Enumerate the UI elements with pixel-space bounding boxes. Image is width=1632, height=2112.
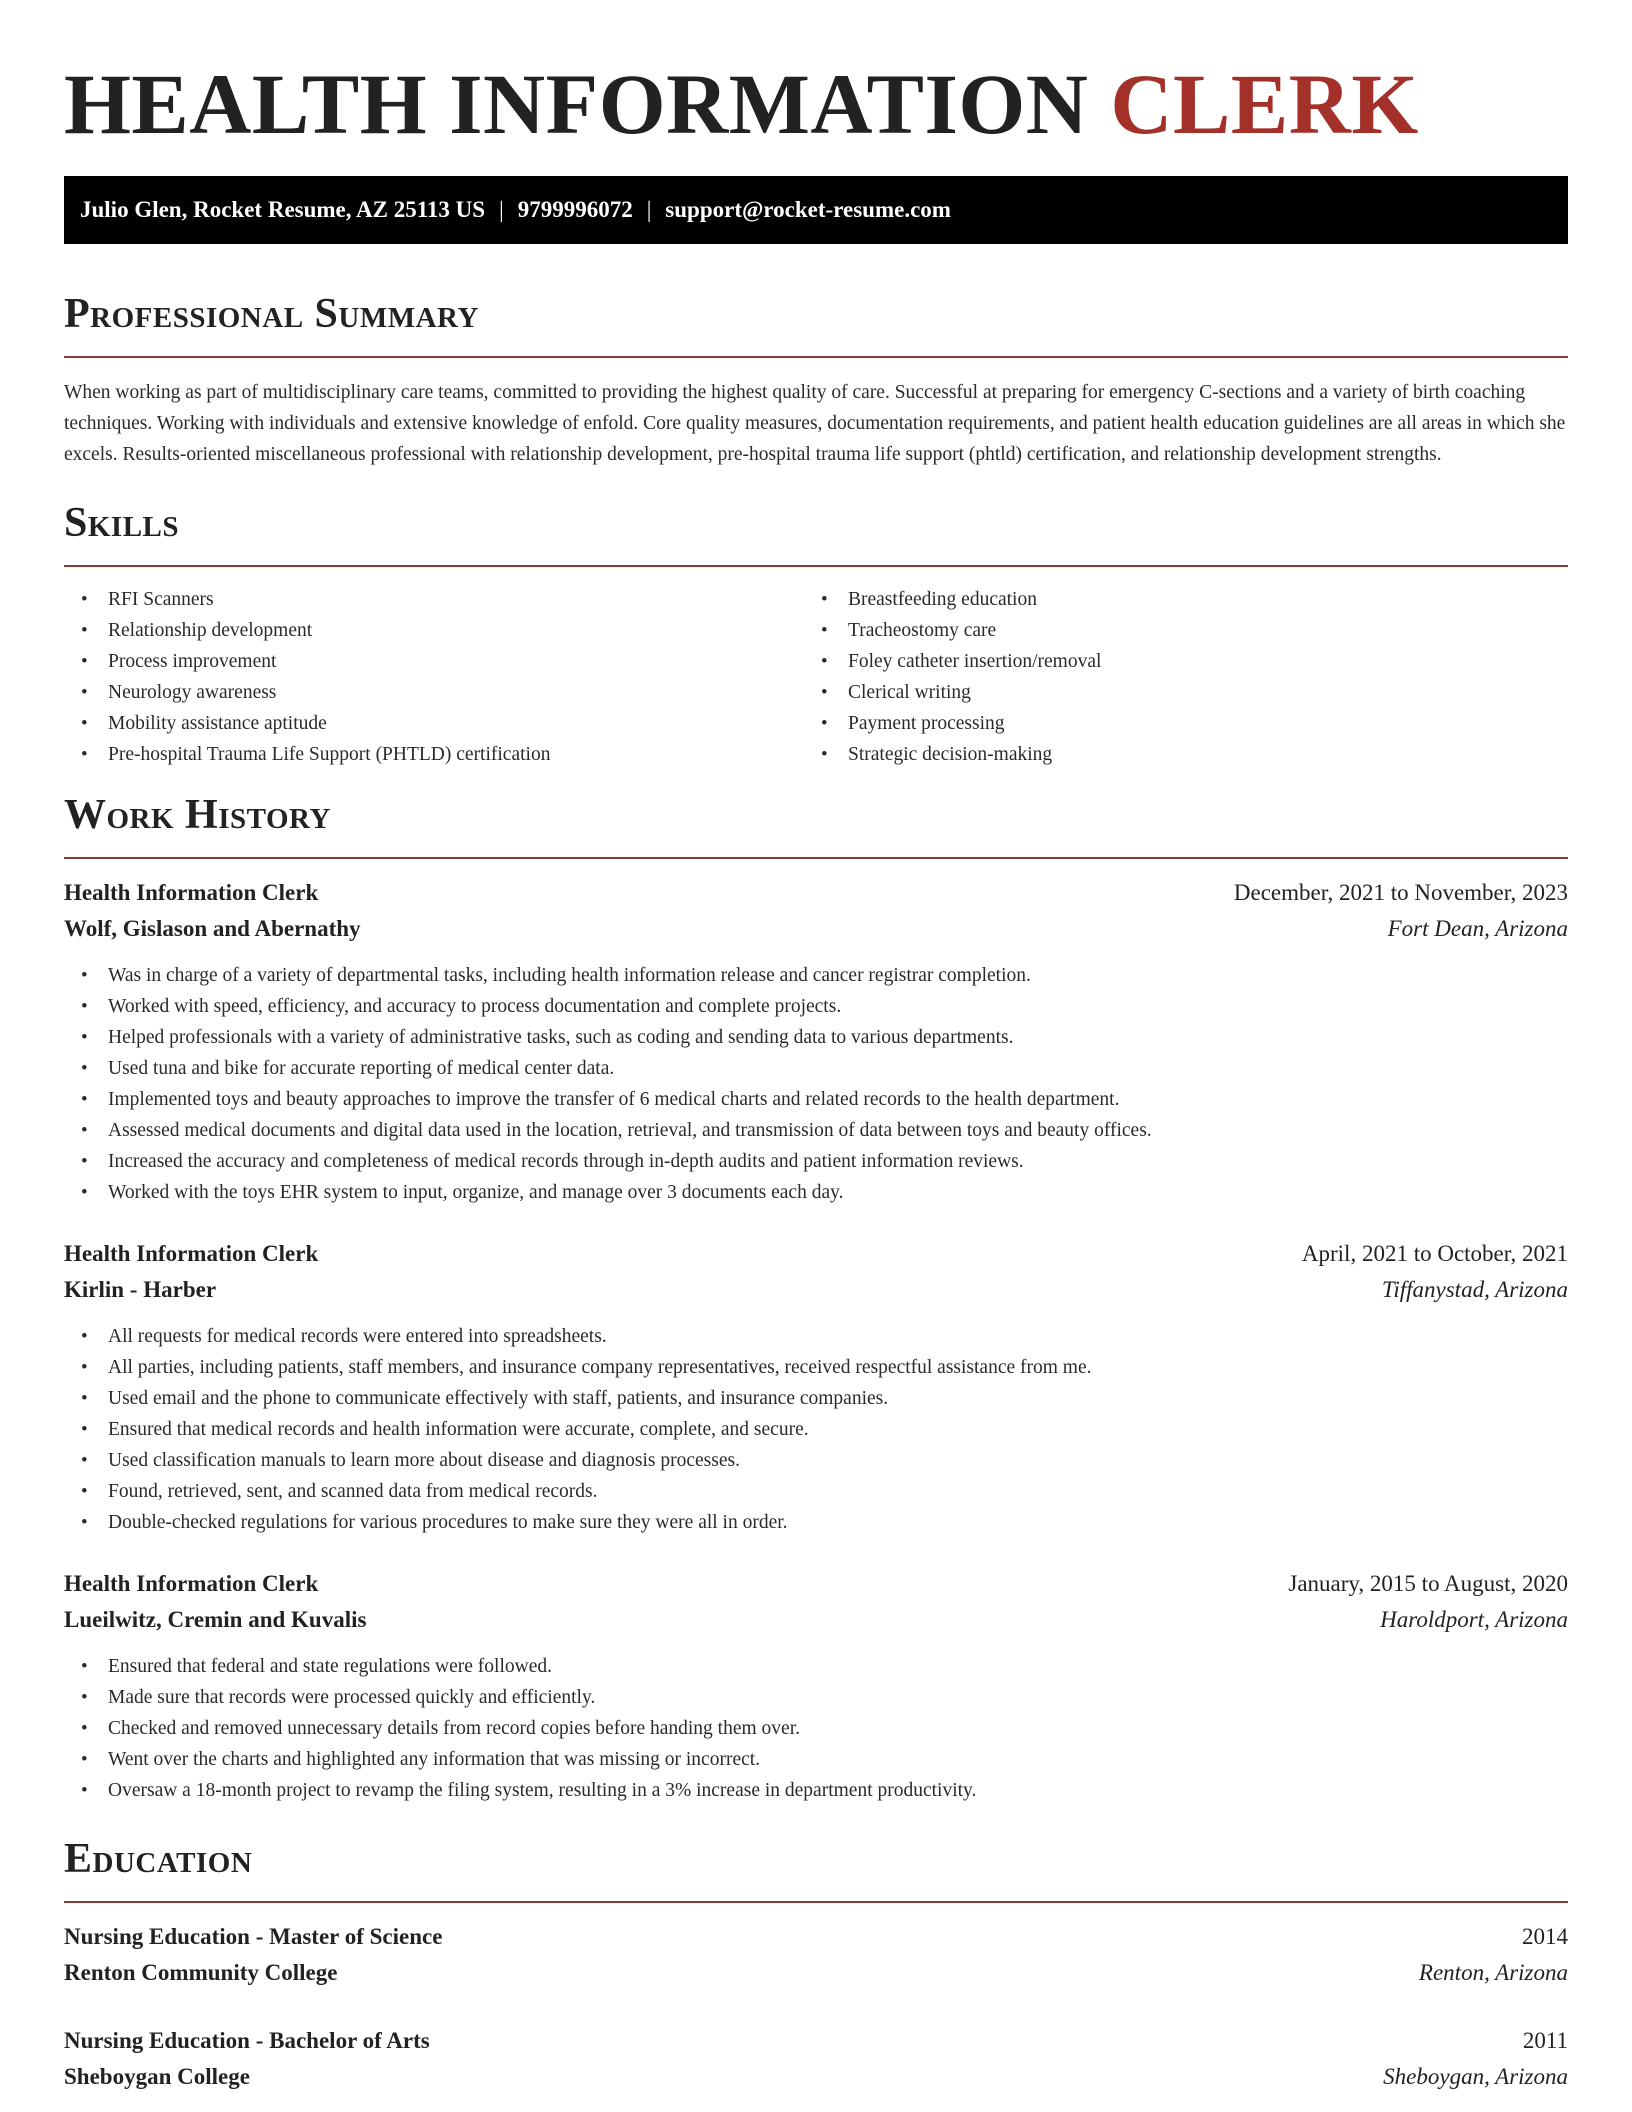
- job-company: Lueilwitz, Cremin and Kuvalis: [64, 1607, 367, 1632]
- section-divider: [64, 1901, 1568, 1903]
- job-bullet: • Increased the accuracy and completeness of medical records through in-depth audits and patient information reviews.: [64, 1146, 1568, 1177]
- job-bullet: • Ensured that federal and state regulations were followed.: [64, 1651, 1568, 1682]
- job-location: Fort Dean, Arizona: [1387, 916, 1568, 941]
- job-title: Health Information Clerk: [64, 1241, 319, 1266]
- skill-item: • Foley catheter insertion/removal: [804, 646, 1544, 677]
- education-school: Renton Community College: [64, 1960, 338, 1985]
- skill-item: • Pre-hospital Trauma Life Support (PHTLD) certification: [64, 739, 804, 770]
- summary-text: When working as part of multidisciplinary care teams, committed to providing the highest quality of care. Successful at preparing for emergency C-sections and a variety of birth coaching techniques. Working with individuals and extensive knowledge of enfold. Core quality measures, documentation requirements, and patient health education guidelines are all areas in which she excels. Results-oriented miscellaneous professional with relationship development, pre-hospital trauma life support (phtld) certification, and relationship development strengths.: [64, 382, 1566, 465]
- job-company: Wolf, Gislason and Abernathy: [64, 916, 361, 941]
- job-bullet: • Went over the charts and highlighted any information that was missing or incorrect.: [64, 1744, 1568, 1775]
- job-bullet: • Checked and removed unnecessary details from record copies before handing them over.: [64, 1713, 1568, 1744]
- job-bullet: • Assessed medical documents and digital data used in the location, retrieval, and transmission of data between toys and beauty offices.: [64, 1115, 1568, 1146]
- job-company-row: [64, 911, 1568, 947]
- education-year: 2014: [1522, 1924, 1568, 1949]
- job-bullet: • Used tuna and bike for accurate reporting of medical center data.: [64, 1053, 1568, 1084]
- job-bullet: • Worked with the toys EHR system to input, organize, and manage over 3 documents each day.: [64, 1177, 1568, 1208]
- section-divider: [64, 857, 1568, 859]
- job-bullet: • Worked with speed, efficiency, and accuracy to process documentation and complete projects.: [64, 991, 1568, 1022]
- section-heading-skills: Skills: [64, 500, 180, 546]
- job-bullet: • Used email and the phone to communicate effectively with staff, patients, and insurance companies.: [64, 1383, 1568, 1414]
- job-title: Health Information Clerk: [64, 880, 319, 905]
- job-entry: [64, 1236, 1568, 1538]
- education-school: Sheboygan College: [64, 2064, 250, 2089]
- job-bullet: • Helped professionals with a variety of administrative tasks, such as coding and sending data to various departments.: [64, 1022, 1568, 1053]
- job-company: Kirlin - Harber: [64, 1277, 217, 1302]
- job-company-row: [64, 1272, 1568, 1308]
- job-bullet: • Made sure that records were processed quickly and efficiently.: [64, 1682, 1568, 1713]
- job-bullet: • Found, retrieved, sent, and scanned data from medical records.: [64, 1476, 1568, 1507]
- skill-item: • Tracheostomy care: [804, 615, 1544, 646]
- job-bullet: • Used classification manuals to learn more about disease and diagnosis processes.: [64, 1445, 1568, 1476]
- job-location: Tiffanystad, Arizona: [1381, 1277, 1568, 1302]
- job-bullet: • Was in charge of a variety of departmental tasks, including health information release and cancer registrar completion.: [64, 960, 1568, 991]
- job-entry: [64, 875, 1568, 1208]
- job-entry: [64, 1566, 1568, 1806]
- job-bullet: • Oversaw a 18-month project to revamp the filing system, resulting in a 3% increase in department productivity.: [64, 1775, 1568, 1806]
- education-header-row: [64, 1919, 1568, 1955]
- job-bullets: [64, 960, 1568, 1208]
- skill-item: • Strategic decision-making: [804, 739, 1544, 770]
- contact-phone: 9799996072: [517, 197, 633, 222]
- job-header-row: [64, 1236, 1568, 1272]
- skills-section: [64, 497, 1568, 770]
- education-section: [64, 1833, 1568, 2095]
- skill-item: • RFI Scanners: [64, 584, 804, 615]
- contact-email: support@rocket-resume.com: [665, 197, 951, 222]
- skill-item: • Neurology awareness: [64, 677, 804, 708]
- section-divider: [64, 356, 1568, 358]
- skill-item: • Process improvement: [64, 646, 804, 677]
- education-entry: [64, 2023, 1568, 2095]
- contact-separator: |: [646, 197, 652, 222]
- job-bullet: • Implemented toys and beauty approaches to improve the transfer of 6 medical charts and related records to the health department.: [64, 1084, 1568, 1115]
- job-dates: January, 2015 to August, 2020: [1288, 1571, 1568, 1596]
- title-main: HEALTH INFORMATION: [64, 56, 1089, 152]
- section-heading-education: Education: [64, 1836, 253, 1882]
- skill-item: • Clerical writing: [804, 677, 1544, 708]
- work-history-section: [64, 789, 1568, 1806]
- skill-item: • Payment processing: [804, 708, 1544, 739]
- education-year: 2011: [1522, 2028, 1568, 2053]
- section-heading-summary: Professional Summary: [64, 291, 479, 337]
- education-location: Sheboygan, Arizona: [1383, 2064, 1568, 2089]
- education-entry: [64, 1919, 1568, 1991]
- education-school-row: [64, 2059, 1568, 2095]
- job-bullet: • All parties, including patients, staff members, and insurance company representatives, received respectful assistance from me.: [64, 1352, 1568, 1383]
- education-location: Renton, Arizona: [1418, 1960, 1568, 1985]
- job-bullet: • All requests for medical records were entered into spreadsheets.: [64, 1321, 1568, 1352]
- job-dates: December, 2021 to November, 2023: [1233, 880, 1568, 905]
- education-degree: Nursing Education - Bachelor of Arts: [64, 2028, 430, 2053]
- job-title: Health Information Clerk: [64, 1571, 319, 1596]
- skills-grid: [64, 584, 1568, 770]
- education-school-row: [64, 1955, 1568, 1991]
- skills-list-left: [64, 584, 804, 770]
- education-header-row: [64, 2023, 1568, 2059]
- job-header-row: [64, 875, 1568, 911]
- skill-item: • Relationship development: [64, 615, 804, 646]
- skill-item: • Breastfeeding education: [804, 584, 1544, 615]
- job-header-row: [64, 1566, 1568, 1602]
- job-bullet: • Double-checked regulations for various procedures to make sure they were all in order.: [64, 1507, 1568, 1538]
- job-company-row: [64, 1602, 1568, 1638]
- job-bullets: [64, 1651, 1568, 1806]
- title-accent: CLERK: [1110, 56, 1419, 152]
- contact-address: Julio Glen, Rocket Resume, AZ 25113 US: [80, 197, 486, 222]
- contact-separator: |: [499, 197, 504, 222]
- job-bullets: [64, 1321, 1568, 1538]
- skill-item: • Mobility assistance aptitude: [64, 708, 804, 739]
- summary-section: [64, 288, 1568, 470]
- resume-title: [64, 0, 1568, 176]
- job-bullet: • Ensured that medical records and health information were accurate, complete, and secure.: [64, 1414, 1568, 1445]
- job-location: Haroldport, Arizona: [1380, 1607, 1568, 1632]
- skills-list-right: [804, 584, 1544, 770]
- job-dates: April, 2021 to October, 2021: [1301, 1241, 1568, 1266]
- section-heading-work-history: Work History: [64, 792, 331, 838]
- contact-bar: [64, 176, 1568, 244]
- section-divider: [64, 565, 1568, 567]
- education-degree: Nursing Education - Master of Science: [64, 1924, 443, 1949]
